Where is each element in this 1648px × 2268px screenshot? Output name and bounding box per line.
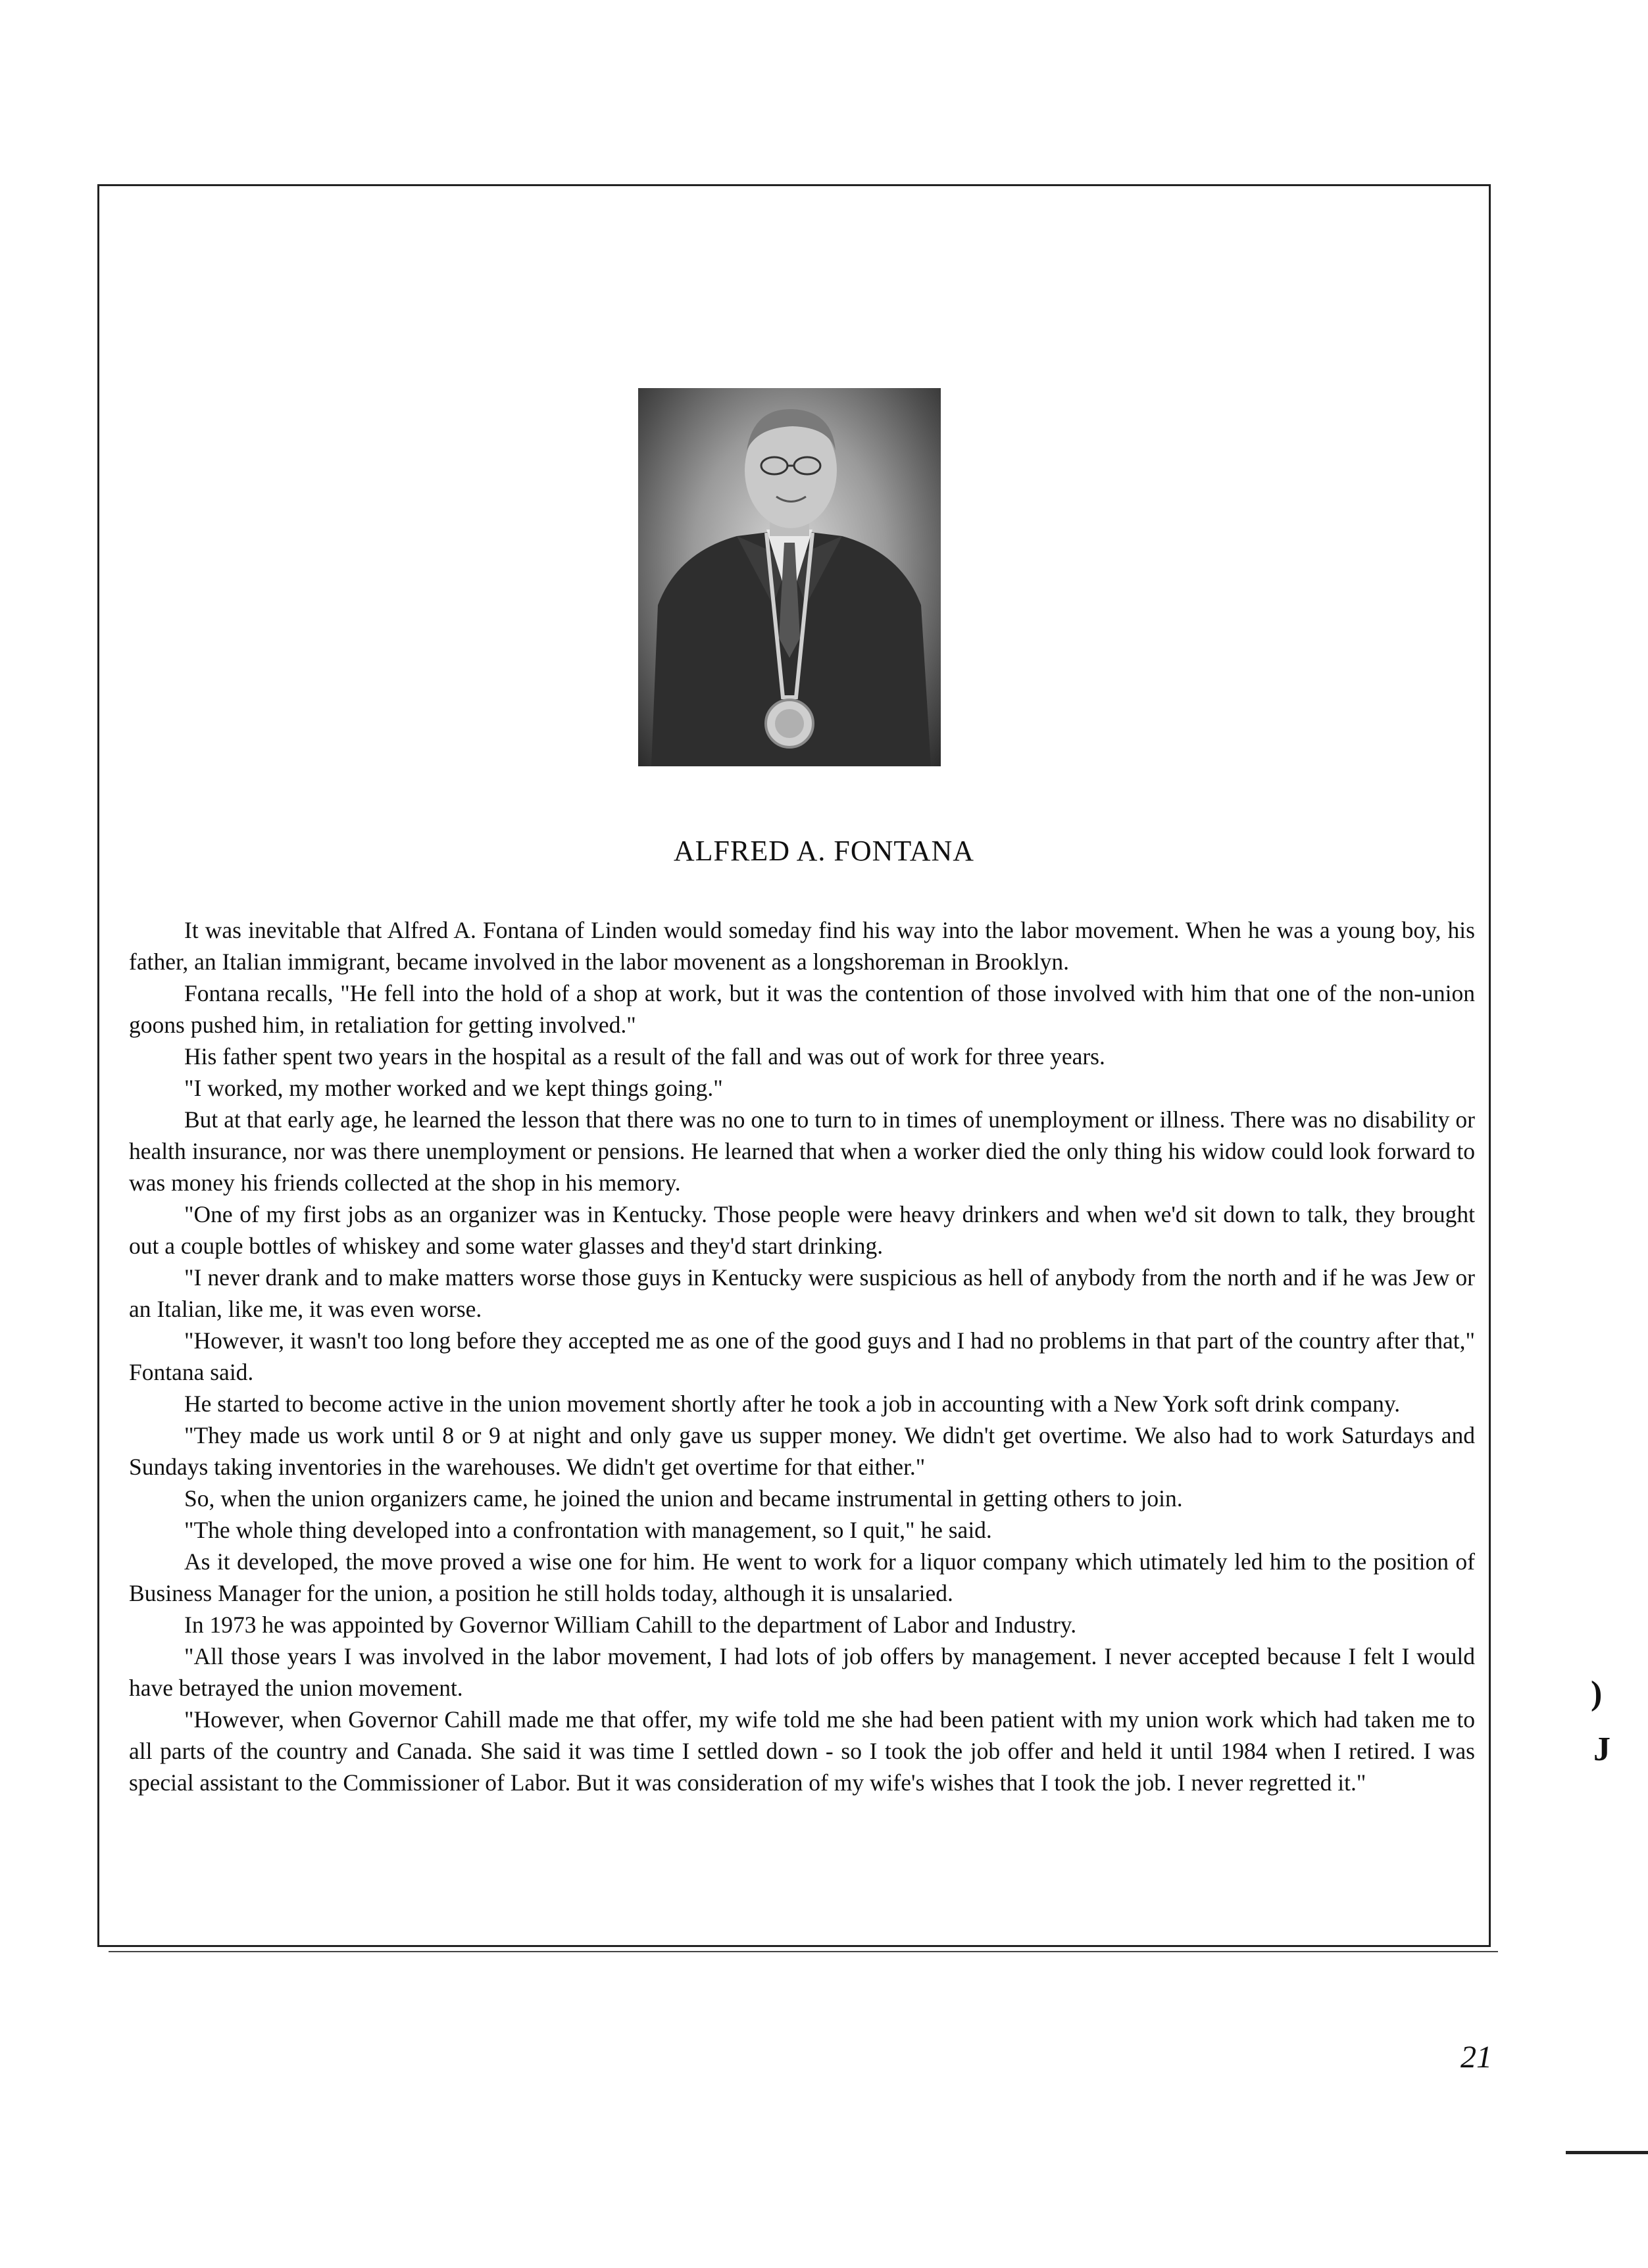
article-paragraph: But at that early age, he learned the lesson that there was no one to turn to in times of unemployment or illness. There was no disability or health insurance, nor was there unemployment or pensions. He learned that when a worker died the only thing his widow could look forward to was money his friends collected at the shop in his memory. [129,1106,1475,1196]
article-body [129,914,1475,1798]
article-paragraph: Fontana recalls, "He fell into the hold of a shop at work, but it was the contention of those involved with him that one of the non-union goons pushed him, in retaliation for getting involved." [129,980,1475,1038]
article-paragraph: "The whole thing developed into a confrontation with management, so I quit," he said. [184,1517,992,1543]
article-paragraph: As it developed, the move proved a wise one for him. He went to work for a liquor company which utimately led him to the position of Business Manager for the union, a position he still holds today, although it is unsalaried. [129,1548,1475,1606]
article-paragraph: "However, when Governor Cahill made me that offer, my wife told me she had been patient with my union work which had taken me to all parts of the country and Canada. She said it was time I settled down - so I took the job offer and held it until 1984 when I retired. I was special assistant to the Commissioner of Labor. But it was consideration of my wife's wishes that I took the job. I never regretted it." [129,1706,1475,1796]
article-paragraph: "They made us work until 8 or 9 at night and only gave us supper money. We didn't get overtime. We also had to work Saturdays and Sundays taking inventories in the warehouses. We didn't get overtime for that either." [129,1422,1475,1480]
page-number: 21 [1461,2040,1492,2075]
article-paragraph: He started to become active in the union movement shortly after he took a job in accounting with a New York soft drink company. [184,1391,1401,1417]
article-paragraph: "I worked, my mother worked and we kept things going." [184,1075,723,1101]
article-paragraph: "One of my first jobs as an organizer was in Kentucky. Those people were heavy drinkers and when we'd sit down to talk, they brought out a couple bottles of whiskey and some water glasses and they'd start drinking. [129,1201,1475,1259]
article-paragraph: In 1973 he was appointed by Governor William Cahill to the department of Labor and Industry. [184,1612,1077,1638]
person-name-heading: ALFRED A. FONTANA [673,835,975,867]
margin-mark: ) [1591,1675,1603,1712]
article-paragraph: "However, it wasn't too long before they accepted me as one of the good guys and I had no problems in that part of the country after that," Fontana said. [129,1327,1475,1385]
article-paragraph: "All those years I was involved in the labor movement, I had lots of job offers by management. I never accepted because I felt I would have betrayed the union movement. [129,1643,1475,1701]
frame-shadow-rule [109,1951,1498,1952]
article-paragraph: His father spent two years in the hospital as a result of the fall and was out of work for three years. [184,1043,1105,1070]
corner-rule [1566,2151,1648,2154]
portrait-photo [638,388,941,766]
article-paragraph: So, when the union organizers came, he joined the union and became instrumental in getting others to join. [184,1485,1183,1512]
margin-mark: J [1593,1731,1611,1768]
article-paragraph: "I never drank and to make matters worse those guys in Kentucky were suspicious as hell of anybody from the north and if he was Jew or an Italian, like me, it was even worse. [129,1264,1475,1322]
article-paragraph: It was inevitable that Alfred A. Fontana of Linden would someday find his way into the labor movement. When he was a young boy, his father, an Italian immigrant, became involved in the labor movenent as a longshoreman in Brooklyn. [129,917,1475,975]
